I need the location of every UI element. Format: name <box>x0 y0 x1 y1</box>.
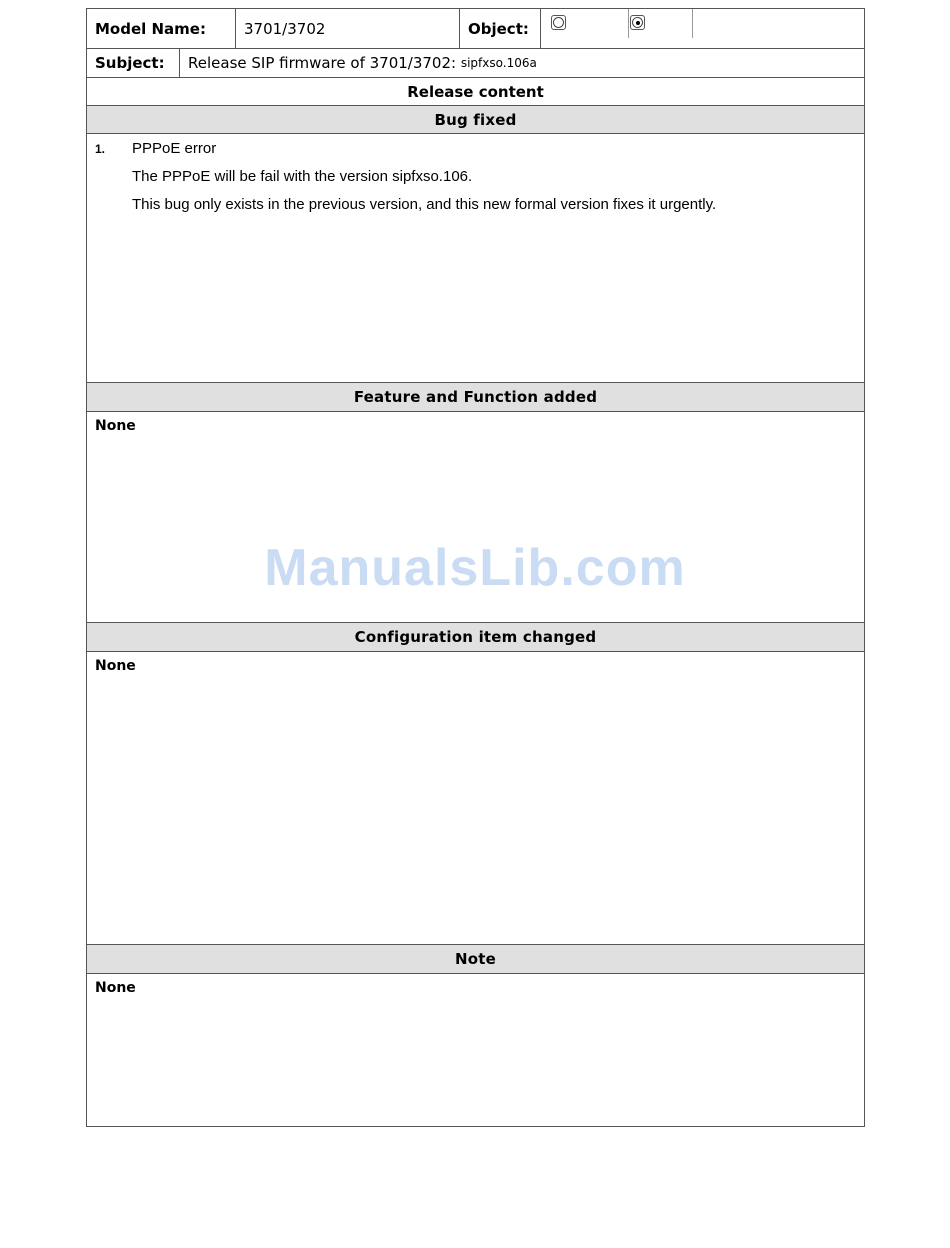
radio-circle-icon <box>553 17 564 28</box>
subject-value <box>180 49 864 77</box>
config-changed-body <box>86 652 865 945</box>
bug-fixed-header <box>86 106 865 134</box>
subject-version: sipfxso.106a <box>460 56 537 70</box>
watermark-text: ManualsLib.com <box>264 539 686 597</box>
subject-row <box>86 49 865 78</box>
bug-item-title: PPPoE error <box>132 140 217 157</box>
object-label: Object: <box>460 9 541 48</box>
bug-description-line: The PPPoE will be fail with the version sipfxso.106. <box>132 168 473 185</box>
feature-added-header <box>86 383 865 412</box>
model-name-label: Model Name: <box>87 9 236 48</box>
object-options <box>541 9 864 48</box>
object-radio-selected[interactable] <box>630 15 645 30</box>
object-radio-unselected[interactable] <box>551 15 566 30</box>
object-divider <box>628 9 629 38</box>
radio-dot-icon <box>632 17 643 28</box>
release-content-title: Release content <box>407 82 544 101</box>
note-value: None <box>95 980 136 996</box>
config-changed-value: None <box>95 658 136 674</box>
bug-description-line: This bug only exists in the previous version, and this new formal version fixes it urgently. <box>132 196 717 213</box>
bug-fixed-body <box>86 134 865 383</box>
object-divider <box>692 9 693 38</box>
config-changed-header <box>86 623 865 652</box>
config-changed-title: Configuration item changed <box>87 623 864 651</box>
bug-fixed-title: Bug fixed <box>87 106 864 133</box>
note-title: Note <box>87 945 864 973</box>
release-content-row <box>86 78 865 106</box>
note-body <box>86 974 865 1127</box>
bug-item-number: 1. <box>95 142 106 156</box>
note-header <box>86 945 865 974</box>
model-name-value: 3701/3702 <box>236 9 460 48</box>
subject-label: Subject: <box>87 49 180 77</box>
model-row <box>86 8 865 49</box>
subject-text: Release SIP firmware of 3701/3702: <box>188 54 461 72</box>
feature-added-title: Feature and Function added <box>87 383 864 411</box>
feature-added-value: None <box>95 418 136 434</box>
